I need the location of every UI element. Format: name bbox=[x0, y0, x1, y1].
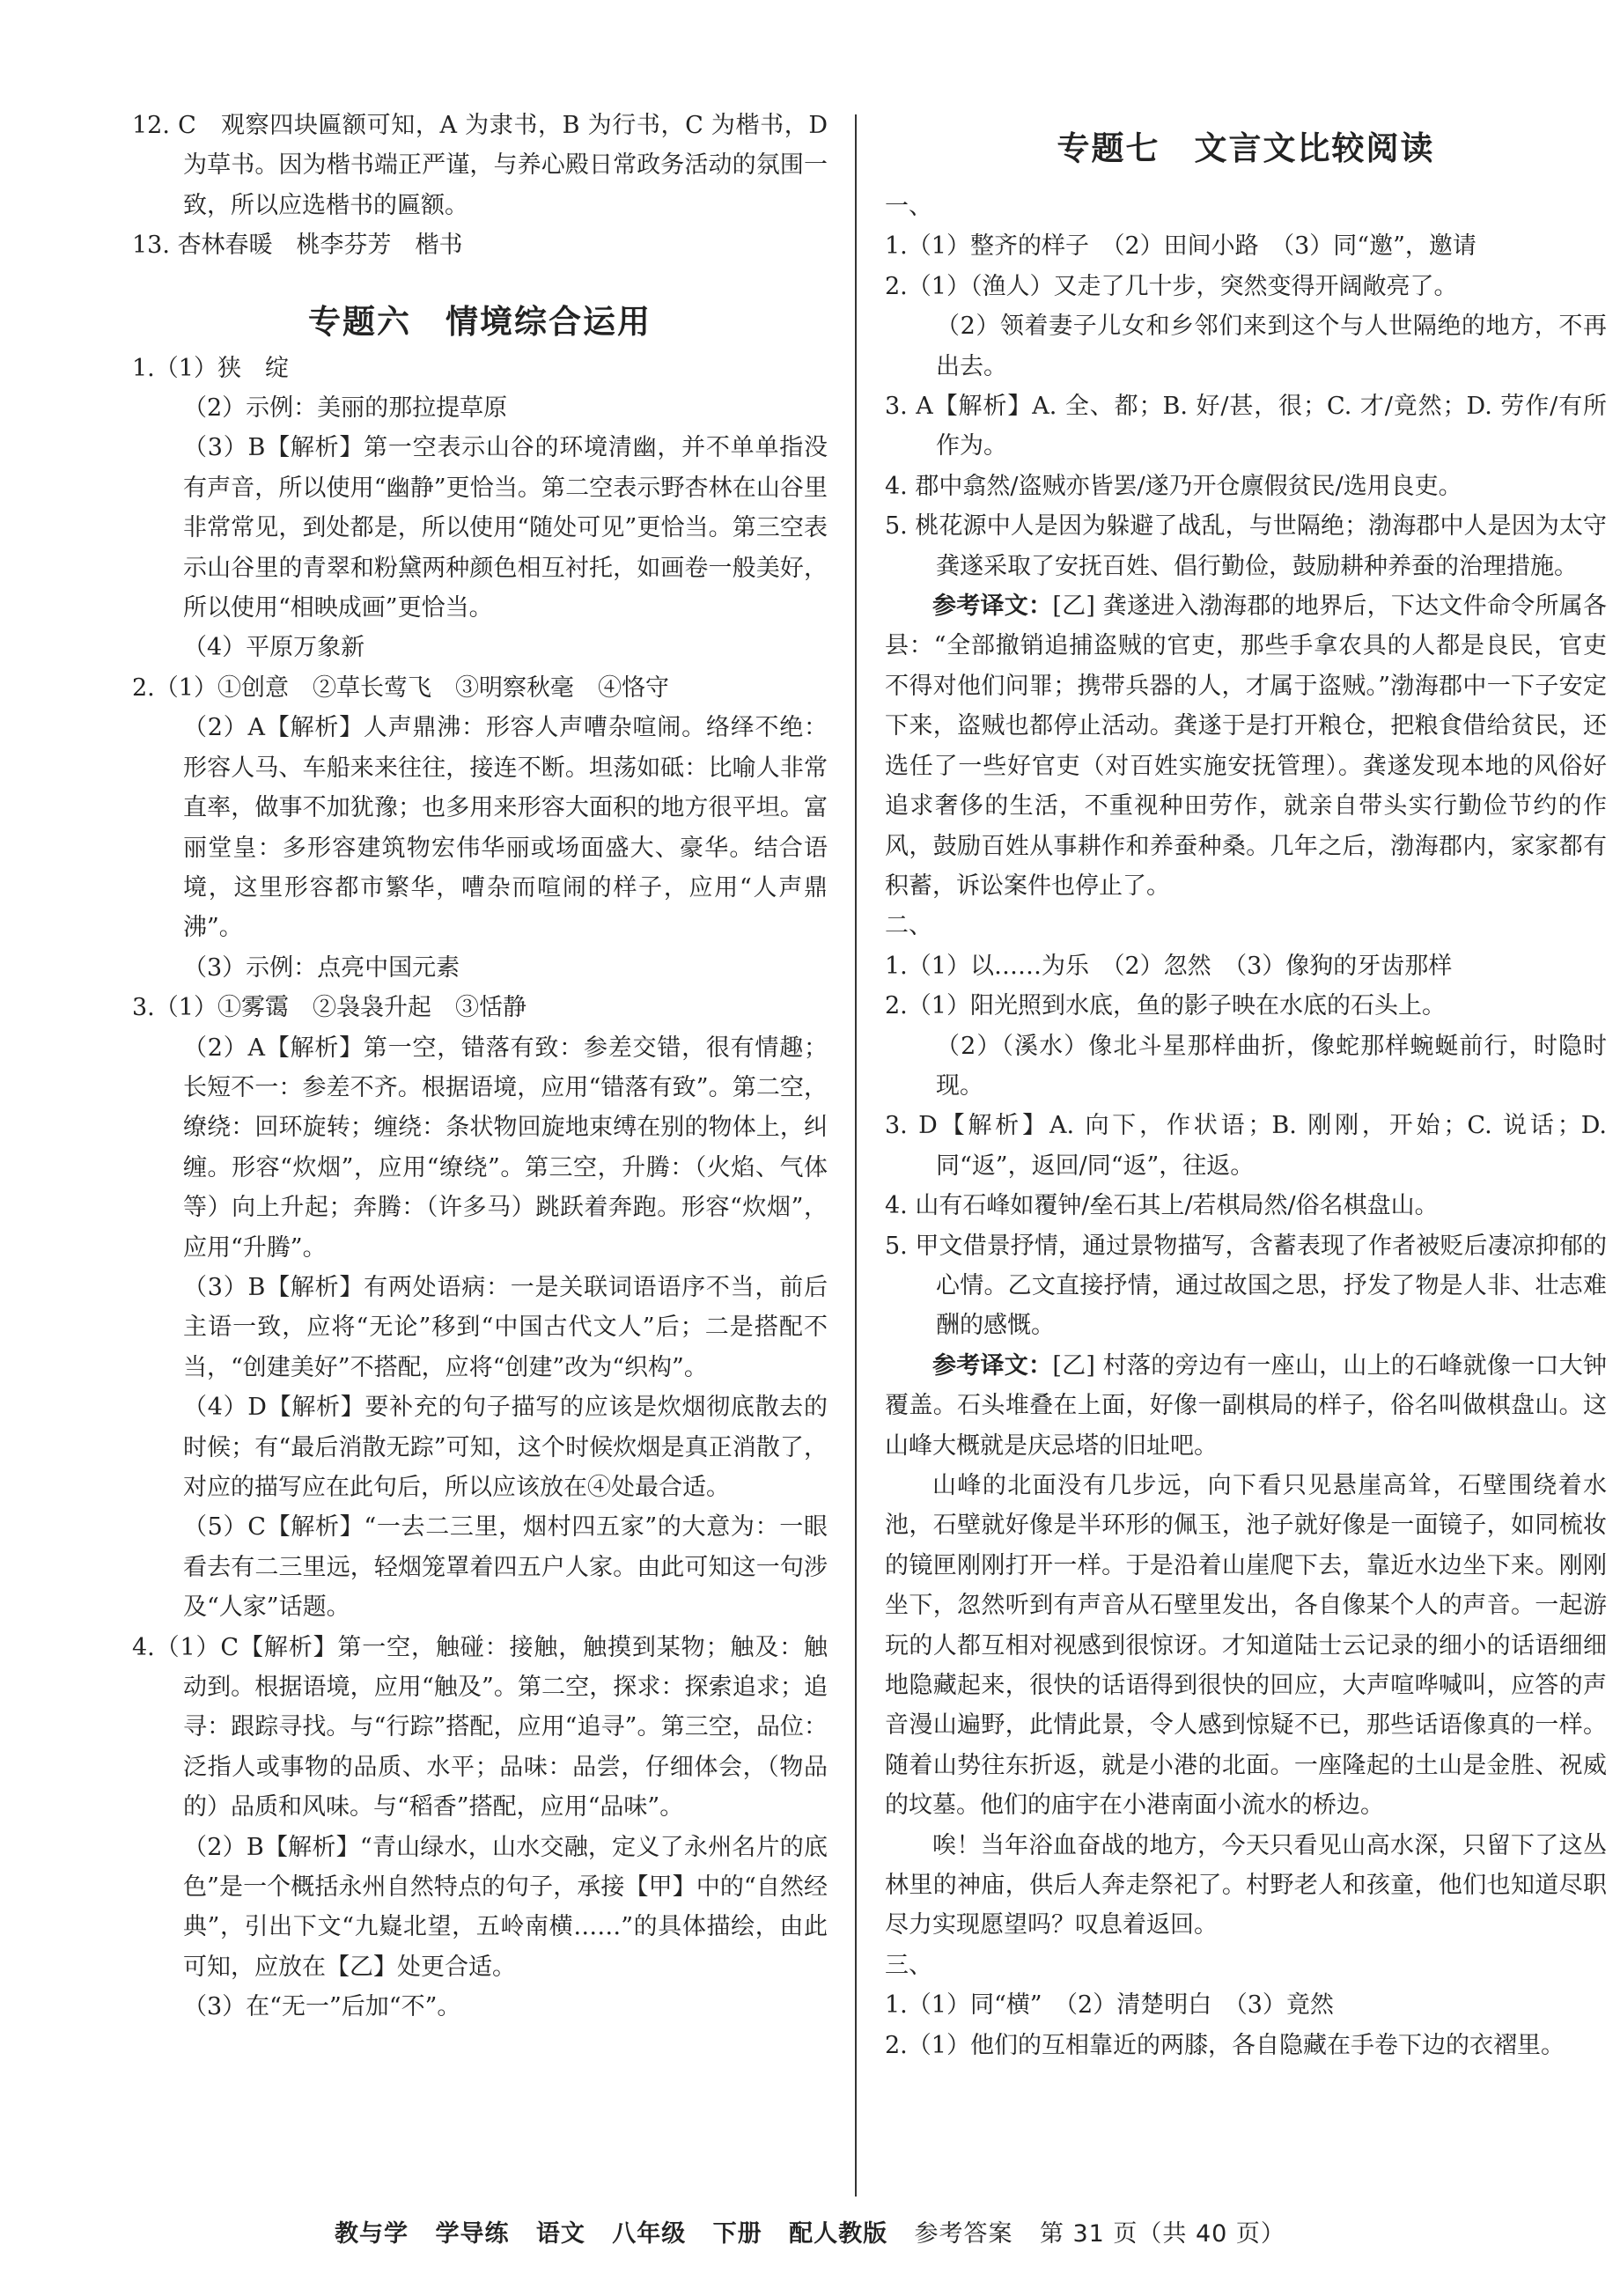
q3-part4: （4）D【解析】要补充的句子描写的应该是炊烟彻底散去的时候；有“最后消散无踪”可知，这个时候炊烟是真正消散了，对应的描写应在此句后，所以应该放在④处最合适。 bbox=[183, 1394, 828, 1501]
footer-page-number: 第 31 页（共 40 页） bbox=[1039, 2220, 1285, 2248]
footer-section: 参考答案 bbox=[914, 2220, 1013, 2248]
p2-item-1: 1.（1）以……为乐 （2）忽然 （3）像狗的牙齿那样 bbox=[885, 952, 1453, 980]
q1-part1: 1.（1）狭 绽 bbox=[132, 354, 289, 382]
left-column bbox=[132, 106, 836, 2027]
footer-grade: 八年级 bbox=[612, 2220, 687, 2248]
q3-part1: 3.（1）①雾霭 ②袅袅升起 ③恬静 bbox=[132, 994, 526, 1022]
p2-translation-3: 唉！当年浴血奋战的地方，今天只看见山高水深，只留下了这丛林里的神庙，供后人奔走祭祀了。村野老人和孩童，他们也知道尽职尽力实现愿望吗？叹息着返回。 bbox=[885, 1831, 1607, 1939]
footer-series: 学导练 bbox=[435, 2220, 510, 2248]
q3-part5: （5）C【解析】“一去二三里，烟村四五家”的大意为：一眼看去有二三里远，轻烟笼罩着四五户人家。由此可知这一句涉及“人家”话题。 bbox=[183, 1513, 828, 1622]
p1-item-4: 4. 郡中翕然/盗贼亦皆罢/遂乃开仓廪假贫民/选用良吏。 bbox=[885, 472, 1462, 500]
translation-label: 参考译文： bbox=[932, 592, 1053, 621]
part-2-label: 二、 bbox=[885, 912, 932, 940]
p3-item-1: 1.（1）同“横” （2）清楚明白 （3）竟然 bbox=[885, 1991, 1334, 2020]
q4-part3: （3）在“无一”后加“不”。 bbox=[183, 1993, 461, 2021]
p2-item-5: 5. 甲文借景抒情，通过景物描写，含蓄表现了作者被贬后凄凉抑郁的心情。乙文直接抒情，通过故国之思，抒发了物是人非、壮志难酬的感慨。 bbox=[885, 1232, 1607, 1340]
translation-text: [乙] 龚遂进入渤海郡的地界后，下达文件命令所属各县：“全部撤销追捕盗贼的官吏，那些手拿农具的人都是良民，官吏不得对他们问罪；携带兵器的人，才属于盗贼。”渤海郡中一下子安定下来，盗贼也都停止活动。龚遂于是打开粮仓，把粮食借给贫民，还选任了一些好官吏（对百姓实施安抚管理）。龚遂发现本地的风俗好追求奢侈的生活，不重视种田劳作，就亲自带头实行勤俭节约的作风，鼓励百姓从事耕作和养蚕种桑。几年之后，渤海郡内，家家都有积蓄，诉讼案件也停止了。 bbox=[885, 592, 1607, 900]
section-7-title: 专题七 文言文比较阅读 bbox=[1057, 129, 1435, 167]
p3-item-2: 2.（1）他们的互相靠近的两膝，各自隐藏在手卷下边的衣褶里。 bbox=[885, 2031, 1565, 2059]
translation-text: [乙] 村落的旁边有一座山，山上的石峰就像一口大钟覆盖。石头堆叠在上面，好像一副棋局的样子，俗名叫做棋盘山。这山峰大概就是庆忌塔的旧址吧。 bbox=[885, 1351, 1607, 1460]
part-1-label: 一、 bbox=[885, 193, 932, 220]
p1-item-3: 3. A【解析】A. 全、都；B. 好/甚，很；C. 才/竟然；D. 劳作/有所作为。 bbox=[885, 393, 1607, 460]
q2-part3: （3）示例：点亮中国元素 bbox=[183, 953, 460, 982]
p1-item-5: 5. 桃花源中人是因为躲避了战乱，与世隔绝；渤海郡中人是因为太守龚遂采取了安抚百姓、倡行勤俭，鼓励耕种养蚕的治理措施。 bbox=[885, 512, 1607, 580]
q3-part3: （3）B【解析】有两处语病：一是关联词语语序不当，前后主语一致，应将“无论”移到“中国古代文人”后；二是搭配不当，“创建美好”不搭配，应将“创建”改为“织构”。 bbox=[183, 1273, 828, 1381]
q3-part2: （2）A【解析】第一空，错落有致：参差交错，很有情趣；长短不一：参差不齐。根据语境，应用“错落有致”。第二空，缭绕：回环旋转；缠绕：条状物回旋地束缚在别的物体上，纠缠。形容“炊烟”，应用“缭绕”。第三空，升腾：（火焰、气体等）向上升起；奔腾：（许多马）跳跃着奔跑。形容“炊烟”，应用“升腾”。 bbox=[183, 1034, 828, 1262]
q1-part2: （2）示例：美丽的那拉提草原 bbox=[183, 394, 508, 423]
footer-subject: 语文 bbox=[535, 2220, 585, 2248]
translation-label: 参考译文： bbox=[932, 1351, 1053, 1380]
column-divider bbox=[855, 114, 857, 2197]
p2-item-3: 3. D【解析】A. 向下，作状语；B. 刚刚，开始；C. 说话；D. 同“返”，返回/同“返”，往返。 bbox=[885, 1112, 1615, 1180]
right-column bbox=[885, 106, 1615, 2065]
footer-book: 教与学 bbox=[335, 2220, 409, 2248]
section-6-title: 专题六 情境综合运用 bbox=[308, 302, 652, 341]
footer-edition: 配人教版 bbox=[789, 2220, 888, 2248]
p2-translation-2: 山峰的北面没有几步远，向下看只见悬崖高耸，石壁围绕着水池，石壁就好像是半环形的佩玉，池子就好像是一面镜子，如同梳妆的镜匣刚刚打开一样。于是沿着山崖爬下去，靠近水边坐下来。刚刚坐下，忽然听到有声音从石壁里发出，各自像某个人的声音。一起游玩的人都互相对视感到很惊讶。才知道陆士云记录的细小的话语细细地隐藏起来，很快的话语得到很快的回应，大声喧哗喊叫，应答的声音漫山遍野，此情此景，令人感到惊疑不已，那些话语像真的一样。随着山势往东折返，就是小港的北面。一座隆起的土山是金胜、祝威的坟墓。他们的庙宇在小港南面小流水的桥边。 bbox=[885, 1472, 1607, 1820]
page-footer bbox=[0, 2214, 1620, 2248]
q4-part2: （2）B【解析】“青山绿水，山水交融，定义了永州名片的底色”是一个概括永州自然特点的句子，承接【甲】中的“自然经典”，引出下文“九嶷北望，五岭南横……”的具体描绘，由此可知，应放在【乙】处更合适。 bbox=[183, 1833, 828, 1981]
p2-item-2b: （2）（溪水）像北斗星那样曲折，像蛇那样蜿蜒前行，时隐时现。 bbox=[936, 1032, 1607, 1100]
p2-item-4: 4. 山有石峰如覆钟/垒石其上/若棋局然/俗名棋盘山。 bbox=[885, 1192, 1439, 1220]
p1-translation bbox=[885, 586, 1607, 906]
p1-item-2: 2.（1）（渔人）又走了几十步，突然变得开阔敞亮了。 bbox=[885, 272, 1458, 300]
q1-part3: （3）B【解析】第一空表示山谷的环境清幽，并不单单指没有声音，所以使用“幽静”更恰当。第二空表示野杏林在山谷里非常常见，到处都是，所以使用“随处可见”更恰当。第三空表示山谷里的青翠和粉黛两种颜色相互衬托，如画卷一般美好，所以使用“相映成画”更恰当。 bbox=[183, 434, 828, 622]
answer-12: 12. C 观察四块匾额可知，A 为隶书，B 为行书，C 为楷书，D 为草书。因为楷书端正严谨，与养心殿日常政务活动的氛围一致，所以应选楷书的匾额。 bbox=[132, 112, 836, 219]
p1-item-2b: （2）领着妻子儿女和乡邻们来到这个与人世隔绝的地方，不再出去。 bbox=[936, 313, 1607, 380]
q2-part2: （2）A【解析】人声鼎沸：形容人声嘈杂喧闹。络绎不绝：形容人马、车船来来往往，接连不断。坦荡如砥：比喻人非常直率，做事不加犹豫；也多用来形容大面积的地方很平坦。富丽堂皇：多形容建筑物宏伟华丽或场面盛大、豪华。结合语境，这里形容都市繁华，嘈杂而喧闹的样子，应用“人声鼎沸”。 bbox=[183, 714, 828, 942]
p2-item-2: 2.（1）阳光照到水底，鱼的影子映在水底的石头上。 bbox=[885, 992, 1446, 1020]
part-3-label: 三、 bbox=[885, 1951, 932, 1979]
q2-part1: 2.（1）①创意 ②草长莺飞 ③明察秋毫 ④恪守 bbox=[132, 673, 669, 702]
q1-part4: （4）平原万象新 bbox=[183, 634, 365, 662]
footer-volume: 下册 bbox=[712, 2220, 762, 2248]
q4-part1: 4.（1）C【解析】第一空，触碰：接触，触摸到某物；触及：触动到。根据语境，应用“触及”。第二空，探求：探索追求；追寻：跟踪寻找。与“行踪”搭配，应用“追寻”。第三空，品位：泛指人或事物的品质、水平；品味：品尝，仔细体会，（物品的）品质和风味。与“稻香”搭配，应用“品味”。 bbox=[132, 1633, 828, 1821]
answer-13: 13. 杏林春暖 桃李芬芳 楷书 bbox=[132, 232, 463, 260]
p2-translation-1 bbox=[885, 1346, 1607, 1466]
p1-item-1: 1.（1）整齐的样子 （2）田间小路 （3）同“邀”，邀请 bbox=[885, 232, 1476, 261]
